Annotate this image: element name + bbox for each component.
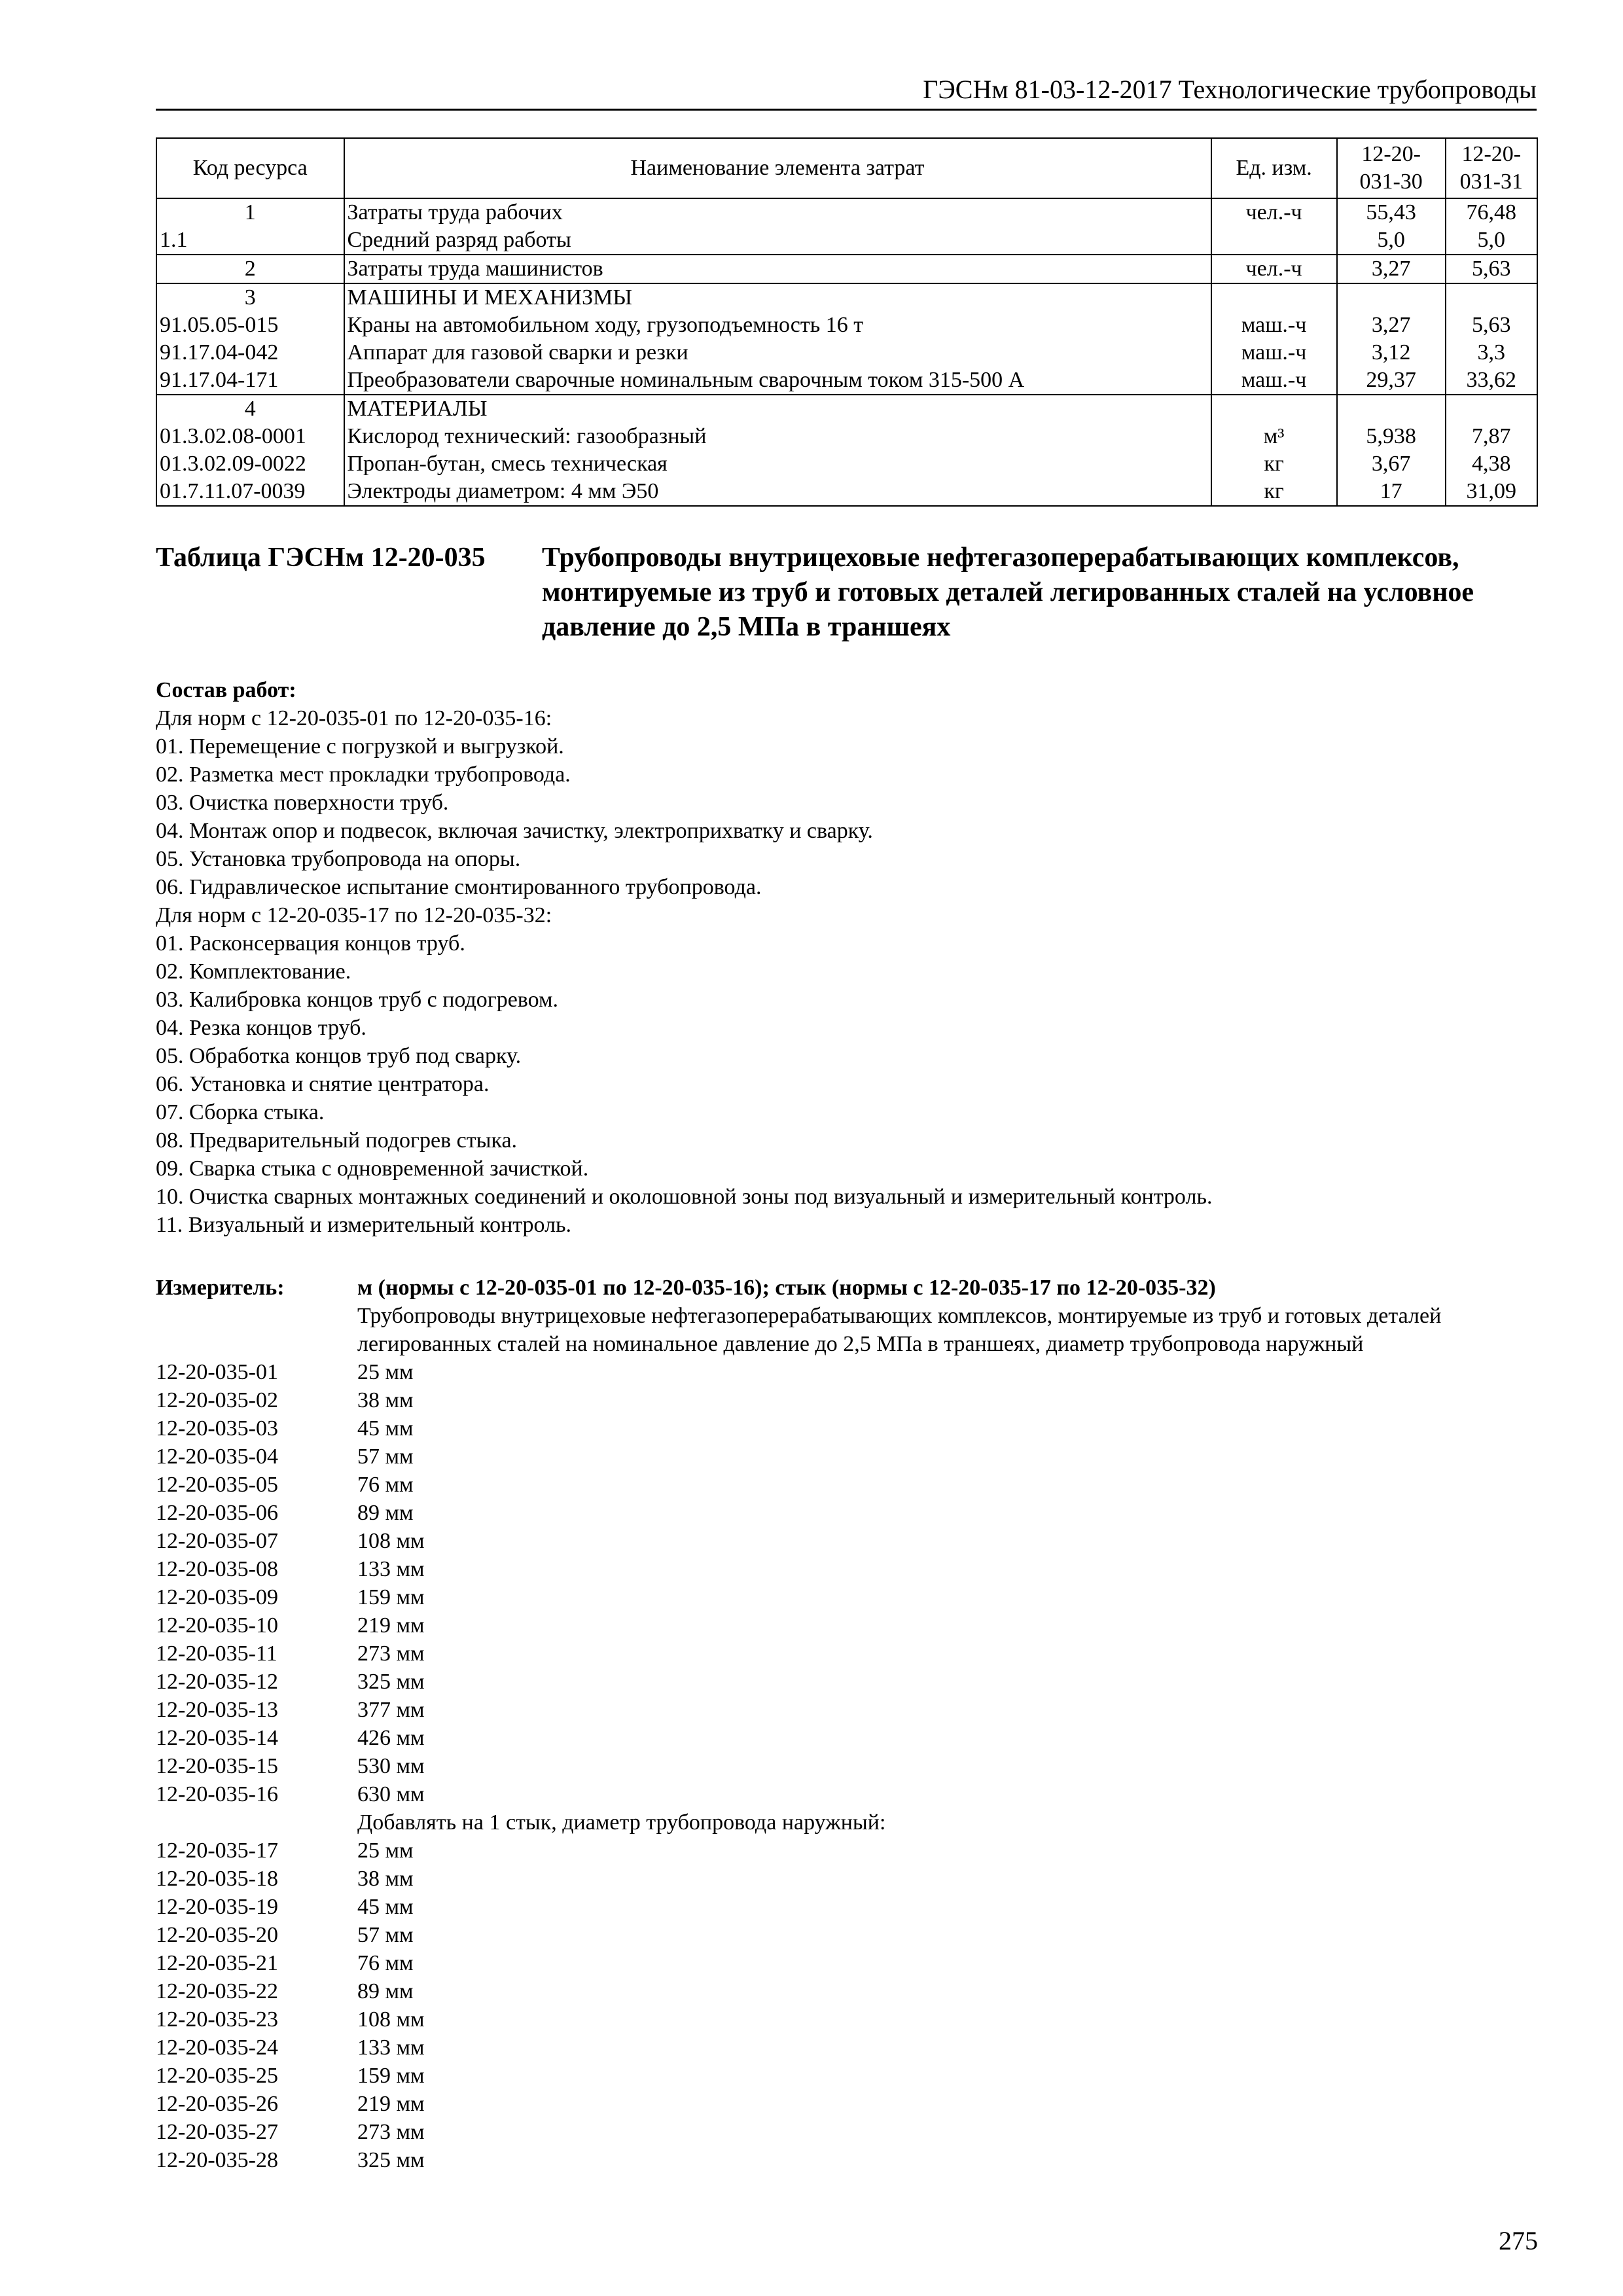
cell-v1: 55,43 — [1337, 198, 1446, 226]
table-row — [156, 339, 1537, 367]
work-line: 03. Очистка поверхности труб. — [156, 791, 449, 815]
norm-code: 12-20-035-05 — [156, 1473, 278, 1497]
norm-value: 45 мм — [357, 1895, 414, 1919]
norm-code: 12-20-035-13 — [156, 1698, 278, 1722]
work-line: 04. Монтаж опор и подвесок, включая зачистку, электроприхватку и сварку. — [156, 819, 873, 843]
work-line: 09. Сварка стыка с одновременной зачисткой. — [156, 1157, 589, 1181]
header-title: ГЭСНм 81-03-12-2017 Технологические трубопроводы — [923, 75, 1537, 104]
table-row — [156, 478, 1537, 506]
norm-code: 12-20-035-06 — [156, 1501, 278, 1525]
norm-code — [156, 1302, 357, 1358]
norm-value: 89 мм — [357, 1979, 414, 2003]
cell-unit — [1211, 283, 1337, 312]
measure-row — [156, 1499, 1538, 1527]
cell-unit: маш.-ч — [1211, 312, 1337, 339]
work-line: 07. Сборка стыка. — [156, 1100, 325, 1124]
measure-row — [156, 1921, 1538, 1949]
cell-code: 91.05.05-015 — [156, 312, 344, 339]
measure-row — [156, 1302, 1538, 1358]
measure-row — [156, 1358, 1538, 1386]
table-row — [156, 198, 1537, 226]
cell-v2: 5,0 — [1446, 226, 1537, 255]
cell-code: 91.17.04-171 — [156, 367, 344, 395]
measure-row — [156, 1555, 1538, 1583]
norm-value: 76 мм — [357, 1951, 414, 1975]
norm-code: 12-20-035-11 — [156, 1641, 277, 1666]
table-row — [156, 367, 1537, 395]
norm-value: 159 мм — [357, 1585, 425, 1609]
norm-value: 133 мм — [357, 1557, 425, 1581]
norm-value: 133 мм — [357, 2036, 425, 2060]
table-title-label: Таблица ГЭСНм 12-20-035 — [156, 543, 486, 573]
measure-row — [156, 1752, 1538, 1780]
work-composition — [156, 676, 1530, 1239]
measure-unit-row — [156, 1274, 1538, 1302]
norm-code: 12-20-035-08 — [156, 1557, 278, 1581]
norm-code: 12-20-035-20 — [156, 1923, 278, 1947]
work-line: 01. Расконсервация концов труб. — [156, 931, 465, 956]
norm-value: 273 мм — [357, 1641, 425, 1666]
work-line: 05. Установка трубопровода на опоры. — [156, 847, 521, 871]
table-row — [156, 423, 1537, 450]
work-line: 10. Очистка сварных монтажных соединений и околошовной зоны под визуальный и измерительный контроль. — [156, 1185, 1213, 1209]
work-line: 02. Комплектование. — [156, 960, 351, 984]
measure-row — [156, 1471, 1538, 1499]
work-line: 03. Калибровка концов труб с подогревом. — [156, 988, 558, 1012]
cell-v1 — [1337, 283, 1446, 312]
measure-row — [156, 1865, 1538, 1893]
norm-value: 108 мм — [357, 2007, 425, 2032]
norm-code: 12-20-035-17 — [156, 1839, 278, 1863]
cell-name: Кислород технический: газообразный — [344, 423, 1211, 450]
cell-v2 — [1446, 395, 1537, 423]
measure-row — [156, 1611, 1538, 1640]
table-row — [156, 450, 1537, 478]
cell-v1: 5,0 — [1337, 226, 1446, 255]
table-row — [156, 395, 1537, 423]
measure-row — [156, 1583, 1538, 1611]
measure-row — [156, 2118, 1538, 2146]
norm-value: 57 мм — [357, 1444, 414, 1469]
norm-value: 25 мм — [357, 1360, 414, 1384]
cell-v2: 7,87 — [1446, 423, 1537, 450]
measure-row — [156, 2090, 1538, 2118]
measure-row — [156, 2005, 1538, 2034]
work-line: Для норм с 12-20-035-01 по 12-20-035-16: — [156, 706, 552, 730]
norm-value: 159 мм — [357, 2064, 425, 2088]
norm-code: 12-20-035-15 — [156, 1754, 278, 1778]
work-line: Для норм с 12-20-035-17 по 12-20-035-32: — [156, 903, 552, 927]
work-line: 11. Визуальный и измерительный контроль. — [156, 1213, 572, 1237]
table-title-text: Трубопроводы внутрицеховые нефтегазоперерабатывающих комплексов, монтируемые из труб и готовых деталей легированных сталей на условное давление до 2,5 МПа в траншеях — [542, 543, 1474, 642]
cell-name: Средний разряд работы — [344, 226, 1211, 255]
norm-value: 57 мм — [357, 1923, 414, 1947]
norm-code: 12-20-035-22 — [156, 1979, 278, 2003]
cell-code: 1.1 — [156, 226, 344, 255]
work-line: 06. Установка и снятие центратора. — [156, 1072, 490, 1096]
cell-unit: чел.-ч — [1211, 255, 1337, 283]
norm-code: 12-20-035-04 — [156, 1444, 278, 1469]
measure-row — [156, 1837, 1538, 1865]
cell-v1: 3,67 — [1337, 450, 1446, 478]
cell-name: Преобразователи сварочные номинальным сварочным током 315-500 А — [344, 367, 1211, 395]
norm-value: 325 мм — [357, 2148, 425, 2172]
col-v2-header: 12-20- 031-31 — [1446, 138, 1537, 198]
work-line: 06. Гидравлическое испытание смонтированного трубопровода. — [156, 875, 762, 899]
cell-v2: 31,09 — [1446, 478, 1537, 506]
measure-row — [156, 1386, 1538, 1414]
cell-unit: маш.-ч — [1211, 367, 1337, 395]
cell-v1: 3,27 — [1337, 312, 1446, 339]
norm-code: 12-20-035-10 — [156, 1613, 278, 1638]
cell-v1: 29,37 — [1337, 367, 1446, 395]
norm-value: Добавлять на 1 стык, диаметр трубопровода наружный: — [357, 1810, 886, 1835]
work-line: 08. Предварительный подогрев стыка. — [156, 1128, 518, 1153]
cell-v1: 3,27 — [1337, 255, 1446, 283]
norm-code: 12-20-035-12 — [156, 1670, 278, 1694]
measure-row — [156, 1527, 1538, 1555]
page-header — [156, 73, 1537, 111]
cell-name: МАШИНЫ И МЕХАНИЗМЫ — [344, 283, 1211, 312]
table-row — [156, 312, 1537, 339]
norm-code: 12-20-035-28 — [156, 2148, 278, 2172]
measure-row — [156, 1724, 1538, 1752]
cell-unit: маш.-ч — [1211, 339, 1337, 367]
measure-row — [156, 1696, 1538, 1724]
norm-value: 530 мм — [357, 1754, 425, 1778]
measure-row — [156, 1443, 1538, 1471]
norm-code: 12-20-035-19 — [156, 1895, 278, 1919]
norm-code: 12-20-035-18 — [156, 1867, 278, 1891]
cell-unit: кг — [1211, 450, 1337, 478]
cell-unit — [1211, 395, 1337, 423]
cell-code: 01.7.11.07-0039 — [156, 478, 344, 506]
work-heading: Состав работ: — [156, 678, 296, 702]
measure-row — [156, 1668, 1538, 1696]
measure-section — [156, 1274, 1538, 2174]
norm-value: 630 мм — [357, 1782, 425, 1806]
norm-value: 38 мм — [357, 1388, 414, 1412]
cell-unit: чел.-ч — [1211, 198, 1337, 226]
norm-value: 325 мм — [357, 1670, 425, 1694]
norm-value: 89 мм — [357, 1501, 414, 1525]
norm-code: 12-20-035-14 — [156, 1726, 278, 1750]
norm-value: 426 мм — [357, 1726, 425, 1750]
norm-value: 108 мм — [357, 1529, 425, 1553]
norm-value: 38 мм — [357, 1867, 414, 1891]
cell-unit — [1211, 226, 1337, 255]
norm-code: 12-20-035-01 — [156, 1360, 278, 1384]
norm-value: 76 мм — [357, 1473, 414, 1497]
col-code-header: Код ресурса — [156, 138, 344, 198]
cell-v1: 17 — [1337, 478, 1446, 506]
cell-v2: 3,3 — [1446, 339, 1537, 367]
cell-code: 01.3.02.08-0001 — [156, 423, 344, 450]
cell-name: МАТЕРИАЛЫ — [344, 395, 1211, 423]
norm-value: 273 мм — [357, 2120, 425, 2144]
norm-code: 12-20-035-21 — [156, 1951, 278, 1975]
measure-row — [156, 2034, 1538, 2062]
cell-v1 — [1337, 395, 1446, 423]
cell-code: 91.17.04-042 — [156, 339, 344, 367]
cell-v2 — [1446, 283, 1537, 312]
measure-row — [156, 1414, 1538, 1443]
norm-value: 219 мм — [357, 2092, 425, 2116]
measure-unit-line: м (нормы с 12-20-035-01 по 12-20-035-16); стык (нормы с 12-20-035-17 по 12-20-035-32) — [357, 1276, 1216, 1300]
measure-row — [156, 1640, 1538, 1668]
cell-v1: 5,938 — [1337, 423, 1446, 450]
col-unit-header: Ед. изм. — [1211, 138, 1337, 198]
measure-row — [156, 1808, 1538, 1837]
measure-row — [156, 1893, 1538, 1921]
measure-row — [156, 1949, 1538, 1977]
cell-v2: 76,48 — [1446, 198, 1537, 226]
cell-code: 2 — [156, 255, 344, 283]
cell-unit: кг — [1211, 478, 1337, 506]
work-line: 05. Обработка концов труб под сварку. — [156, 1044, 522, 1068]
cell-v1: 3,12 — [1337, 339, 1446, 367]
norm-value: 219 мм — [357, 1613, 425, 1638]
cell-v2: 5,63 — [1446, 255, 1537, 283]
cell-name: Аппарат для газовой сварки и резки — [344, 339, 1211, 367]
measure-label: Измеритель: — [156, 1276, 285, 1300]
work-line: 01. Перемещение с погрузкой и выгрузкой. — [156, 734, 564, 759]
cell-code: 3 — [156, 283, 344, 312]
measure-row — [156, 2062, 1538, 2090]
norm-value: 45 мм — [357, 1416, 414, 1441]
resource-table — [156, 137, 1538, 507]
norm-code: 12-20-035-02 — [156, 1388, 278, 1412]
norm-value: 377 мм — [357, 1698, 425, 1722]
cell-name: Краны на автомобильном ходу, грузоподъемность 16 т — [344, 312, 1211, 339]
col-name-header: Наименование элемента затрат — [344, 138, 1211, 198]
norm-code: 12-20-035-26 — [156, 2092, 278, 2116]
table-row — [156, 283, 1537, 312]
norm-code: 12-20-035-09 — [156, 1585, 278, 1609]
resource-table-header — [156, 138, 1537, 198]
norm-code: 12-20-035-25 — [156, 2064, 278, 2088]
work-line: 04. Резка концов труб. — [156, 1016, 366, 1040]
norm-code: 12-20-035-23 — [156, 2007, 278, 2032]
norm-code: 12-20-035-16 — [156, 1782, 278, 1806]
norm-value: Трубопроводы внутрицеховые нефтегазоперерабатывающих комплексов, монтируемые из труб и готовых деталей легированных сталей на номинальное давление до 2,5 МПа в траншеях, диаметр трубопровода наружный — [357, 1304, 1442, 1356]
norm-value: 25 мм — [357, 1839, 414, 1863]
table-row — [156, 226, 1537, 255]
table-row — [156, 255, 1537, 283]
cell-unit: м³ — [1211, 423, 1337, 450]
cell-code: 1 — [156, 198, 344, 226]
cell-code: 4 — [156, 395, 344, 423]
cell-name: Затраты труда рабочих — [344, 198, 1211, 226]
measure-row — [156, 1977, 1538, 2005]
cell-name: Затраты труда машинистов — [344, 255, 1211, 283]
work-line: 02. Разметка мест прокладки трубопровода. — [156, 762, 571, 787]
cell-v2: 4,38 — [1446, 450, 1537, 478]
col-v1-header: 12-20- 031-30 — [1337, 138, 1446, 198]
norm-code: 12-20-035-03 — [156, 1416, 278, 1441]
norm-code — [156, 1808, 357, 1837]
norm-code: 12-20-035-24 — [156, 2036, 278, 2060]
cell-name: Электроды диаметром: 4 мм Э50 — [344, 478, 1211, 506]
norm-code: 12-20-035-07 — [156, 1529, 278, 1553]
cell-name: Пропан-бутан, смесь техническая — [344, 450, 1211, 478]
measure-row — [156, 1780, 1538, 1808]
measure-row — [156, 2146, 1538, 2174]
cell-v2: 33,62 — [1446, 367, 1537, 395]
norm-code: 12-20-035-27 — [156, 2120, 278, 2144]
cell-code: 01.3.02.09-0022 — [156, 450, 344, 478]
cell-v2: 5,63 — [1446, 312, 1537, 339]
page-number: 275 — [1499, 2226, 1538, 2255]
